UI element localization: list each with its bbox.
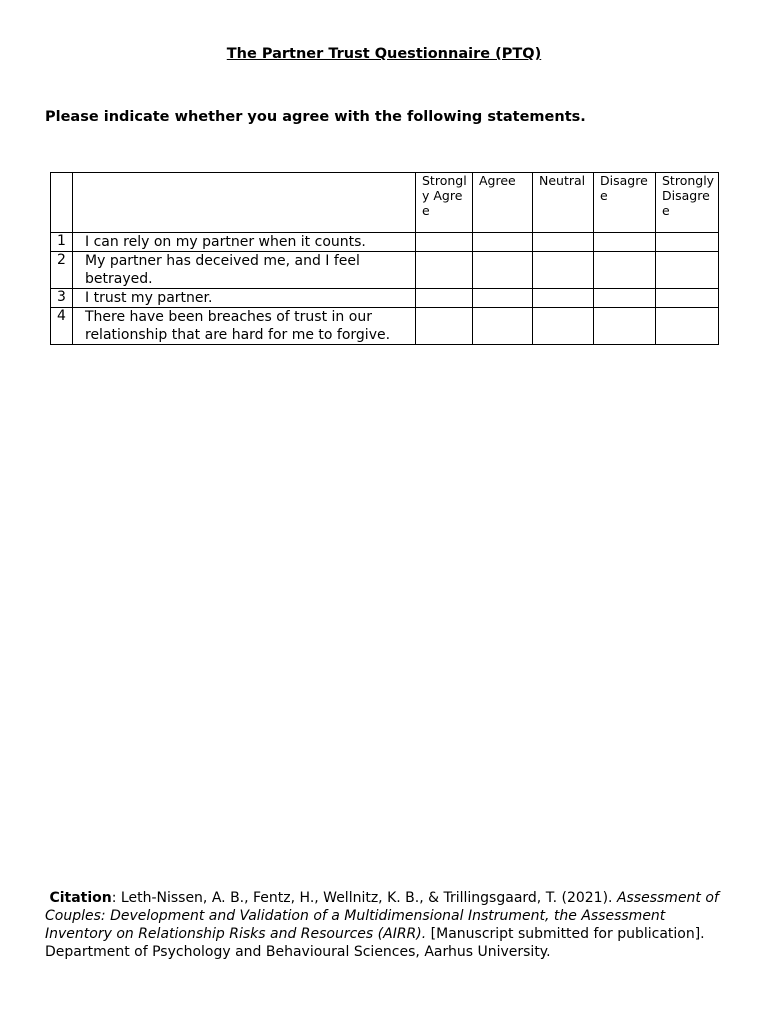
response-cell-disagree[interactable]	[594, 289, 656, 308]
response-cell-agree[interactable]	[473, 308, 533, 345]
response-cell-disagree[interactable]	[594, 308, 656, 345]
response-cell-disagree[interactable]	[594, 252, 656, 289]
row-statement: I trust my partner.	[73, 289, 416, 308]
response-cell-disagree[interactable]	[594, 233, 656, 252]
row-number: 4	[51, 308, 73, 345]
response-cell-neutral[interactable]	[533, 252, 594, 289]
response-cell-strongly-agree[interactable]	[416, 308, 473, 345]
header-agree: Agree	[473, 173, 533, 233]
citation-authors: : Leth-Nissen, A. B., Fentz, H., Wellnitz, K. B., & Trillingsgaard, T. (2021).	[111, 890, 613, 906]
row-number: 1	[51, 233, 73, 252]
citation-work-title: Assessment of Couples: Development and Validation of a Multidimensional Instrument, the Assessment Inventory on Relationship Risks and Resources (AIRR).	[45, 890, 719, 942]
table-row	[51, 289, 719, 308]
row-statement: I can rely on my partner when it counts.	[73, 233, 416, 252]
header-strongly-disagree: Strongly Disagree	[656, 173, 719, 233]
response-cell-strongly-agree[interactable]	[416, 233, 473, 252]
table-header-row	[51, 173, 719, 233]
response-cell-strongly-agree[interactable]	[416, 289, 473, 308]
response-cell-strongly-agree[interactable]	[416, 252, 473, 289]
response-cell-strongly-disagree[interactable]	[656, 252, 719, 289]
questionnaire-table	[50, 172, 719, 345]
header-num-blank	[51, 173, 73, 233]
row-number: 3	[51, 289, 73, 308]
citation-block	[45, 889, 735, 961]
header-disagree: Disagree	[594, 173, 656, 233]
response-cell-neutral[interactable]	[533, 289, 594, 308]
row-number: 2	[51, 252, 73, 289]
response-cell-strongly-disagree[interactable]	[656, 308, 719, 345]
header-strongly-agree: Strongly Agree	[416, 173, 473, 233]
header-statement-blank	[73, 173, 416, 233]
response-cell-strongly-disagree[interactable]	[656, 289, 719, 308]
document-title: The Partner Trust Questionnaire (PTQ)	[226, 46, 542, 62]
response-cell-agree[interactable]	[473, 289, 533, 308]
response-cell-agree[interactable]	[473, 252, 533, 289]
row-statement: My partner has deceived me, and I feel betrayed.	[73, 252, 416, 289]
response-cell-strongly-disagree[interactable]	[656, 233, 719, 252]
response-cell-neutral[interactable]	[533, 308, 594, 345]
response-cell-agree[interactable]	[473, 233, 533, 252]
table-row	[51, 308, 719, 345]
instruction-text: Please indicate whether you agree with the following statements.	[45, 109, 586, 125]
header-neutral: Neutral	[533, 173, 594, 233]
row-statement: There have been breaches of trust in our relationship that are hard for me to forgive.	[73, 308, 416, 345]
table-row	[51, 252, 719, 289]
citation-note: [Manuscript submitted for publication]. Department of Psychology and Behavioural Sciences, Aarhus University.	[45, 926, 705, 960]
table-row	[51, 233, 719, 252]
citation-label: Citation	[49, 890, 112, 906]
response-cell-neutral[interactable]	[533, 233, 594, 252]
